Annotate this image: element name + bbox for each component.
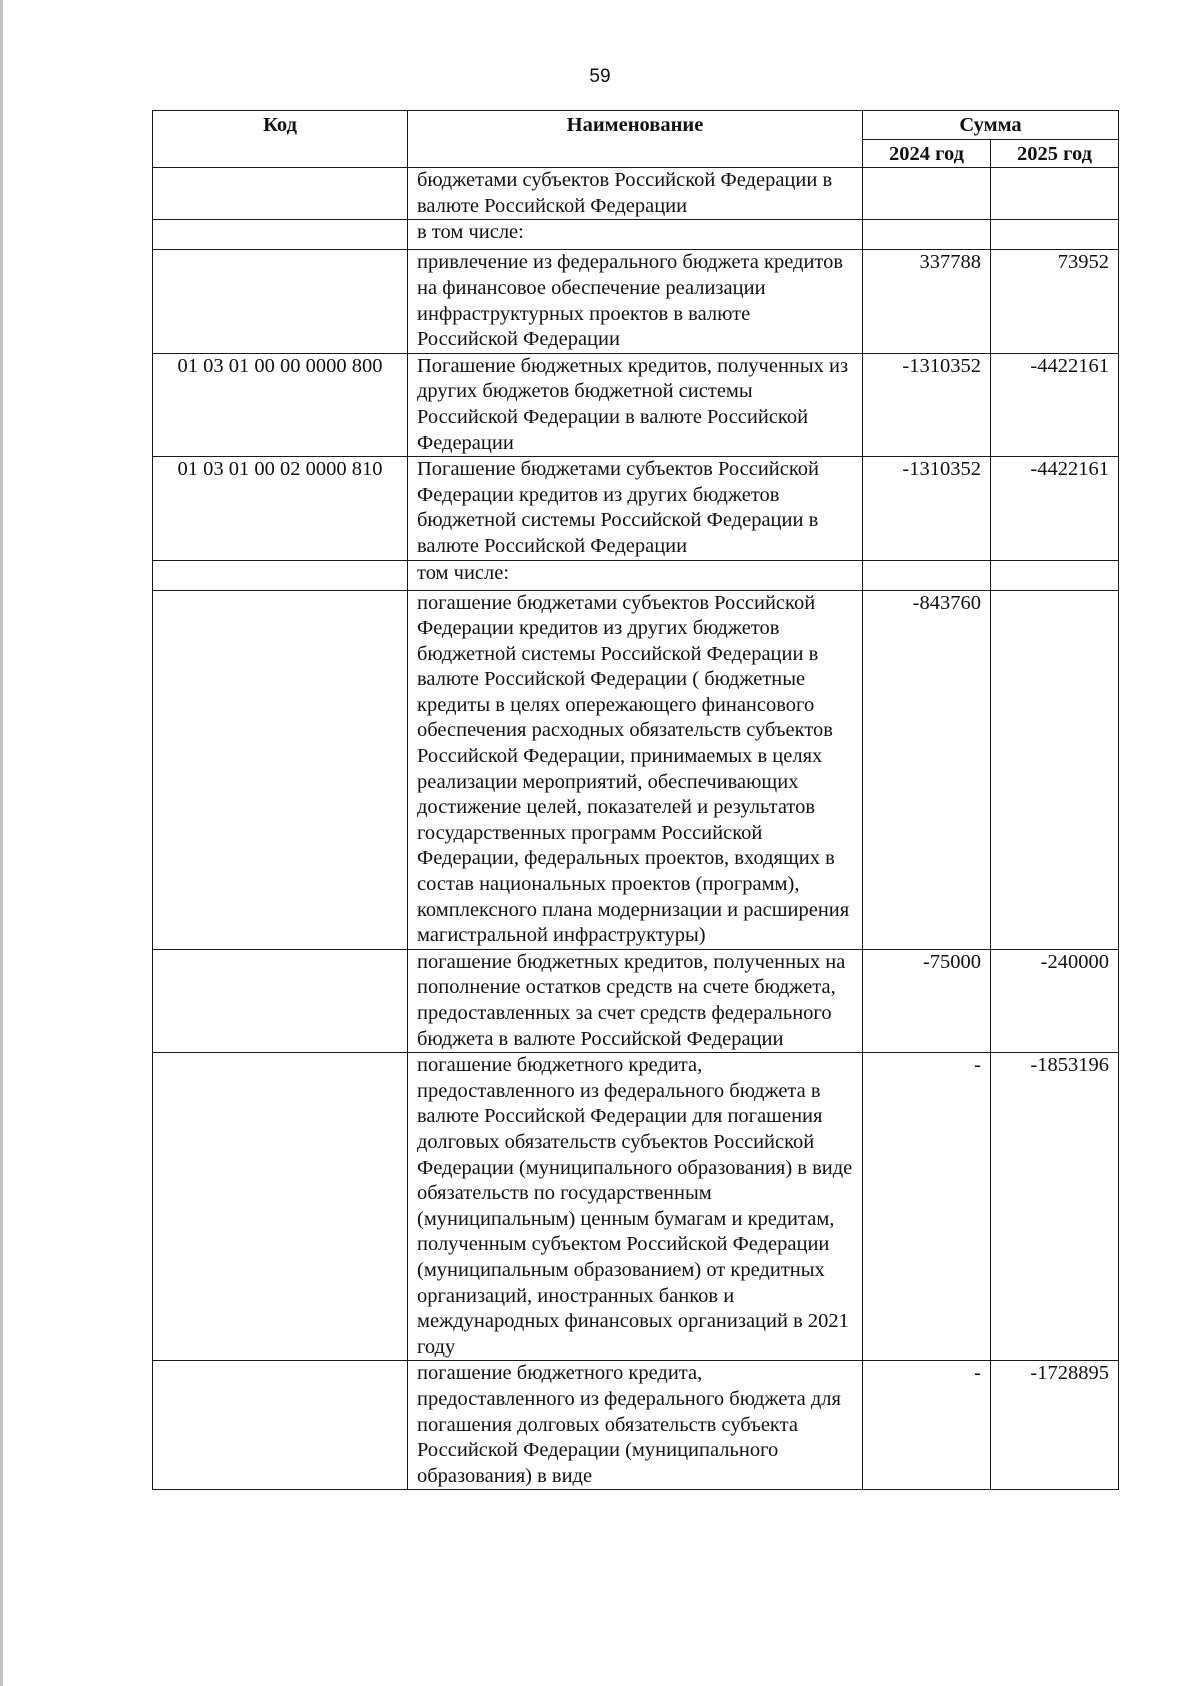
table-row [153,1053,1119,1361]
header-year-2025: 2025 год [991,139,1119,168]
row-value-2024: - [863,1361,991,1490]
row-name: бюджетами субъектов Российской Федерации в валюте Российской Федерации [408,168,863,220]
row-name: погашение бюджетных кредитов, полученных на пополнение остатков средств на счете бюджета, предоставленных за счет средств федерального бюджета в валюте Российской Федерации [408,949,863,1052]
row-code [153,560,408,590]
header-name: Наименование [408,111,863,168]
row-value-2024 [863,168,991,220]
row-value-2024: -1310352 [863,353,991,456]
row-name: Погашение бюджетами субъектов Российской Федерации кредитов из других бюджетов бюджетной системы Российской Федерации в валюте Российской Федерации [408,457,863,560]
row-code [153,250,408,353]
row-code [153,220,408,250]
table-row [153,457,1119,560]
row-value-2024: -1310352 [863,457,991,560]
row-value-2025: -240000 [991,949,1119,1052]
row-value-2024: -843760 [863,590,991,949]
row-value-2024: - [863,1053,991,1361]
row-code [153,590,408,949]
row-code [153,949,408,1052]
row-value-2024 [863,220,991,250]
row-code: 01 03 01 00 00 0000 800 [153,353,408,456]
table-row [153,168,1119,220]
row-value-2025 [991,168,1119,220]
row-name: погашение бюджетного кредита, предоставленного из федерального бюджета в валюте Российской Федерации для погашения долговых обязательств субъектов Российской Федерации (муниципального образования) в виде обязательств по государственным (муниципальным) ценным бумагам и кредитам, полученным субъектом Российской Федерации (муниципальным образованием) от кредитных организаций, иностранных банков и международных финансовых организаций в 2021 году [408,1053,863,1361]
header-sum: Сумма [863,111,1119,140]
row-value-2025: -1853196 [991,1053,1119,1361]
row-name: погашение бюджетного кредита, предоставленного из федерального бюджета для погашения долговых обязательств субъекта Российской Федерации (муниципального образования) в виде [408,1361,863,1490]
table-row [153,1361,1119,1490]
row-code: 01 03 01 00 02 0000 810 [153,457,408,560]
header-code: Код [153,111,408,168]
row-value-2025: 73952 [991,250,1119,353]
row-value-2024 [863,560,991,590]
page-number: 59 [589,66,611,87]
row-value-2025 [991,220,1119,250]
row-name: погашение бюджетами субъектов Российской Федерации кредитов из других бюджетов бюджетной системы Российской Федерации в валюте Российской Федерации ( бюджетные кредиты в целях опережающего финансового обеспечения расходных обязательств субъектов Российской Федерации, принимаемых в целях реализации мероприятий, обеспечивающих достижение целей, показателей и результатов государственных программ Российской Федерации, федеральных проектов, входящих в состав национальных проектов (программ), комплексного плана модернизации и расширения магистральной инфраструктуры) [408,590,863,949]
row-name: привлечение из федерального бюджета кредитов на финансовое обеспечение реализации инфраструктурных проектов в валюте Российской Федерации [408,250,863,353]
scan-edge-artifact [0,0,3,1686]
budget-sources-table [152,110,1119,1490]
row-value-2025: -4422161 [991,353,1119,456]
row-code [153,1361,408,1490]
row-value-2025 [991,590,1119,949]
row-code [153,1053,408,1361]
row-name: Погашение бюджетных кредитов, полученных из других бюджетов бюджетной системы Российской Федерации в валюте Российской Федерации [408,353,863,456]
row-value-2024: -75000 [863,949,991,1052]
table-row [153,220,1119,250]
header-year-2024: 2024 год [863,139,991,168]
row-value-2025: -1728895 [991,1361,1119,1490]
row-value-2025: -4422161 [991,457,1119,560]
row-value-2025 [991,560,1119,590]
row-name: в том числе: [408,220,863,250]
row-value-2024: 337788 [863,250,991,353]
row-name: том числе: [408,560,863,590]
table-row [153,949,1119,1052]
table-row [153,250,1119,353]
table-row [153,353,1119,456]
table-header-row [153,111,1119,140]
table-row [153,560,1119,590]
row-code [153,168,408,220]
table-row [153,590,1119,949]
